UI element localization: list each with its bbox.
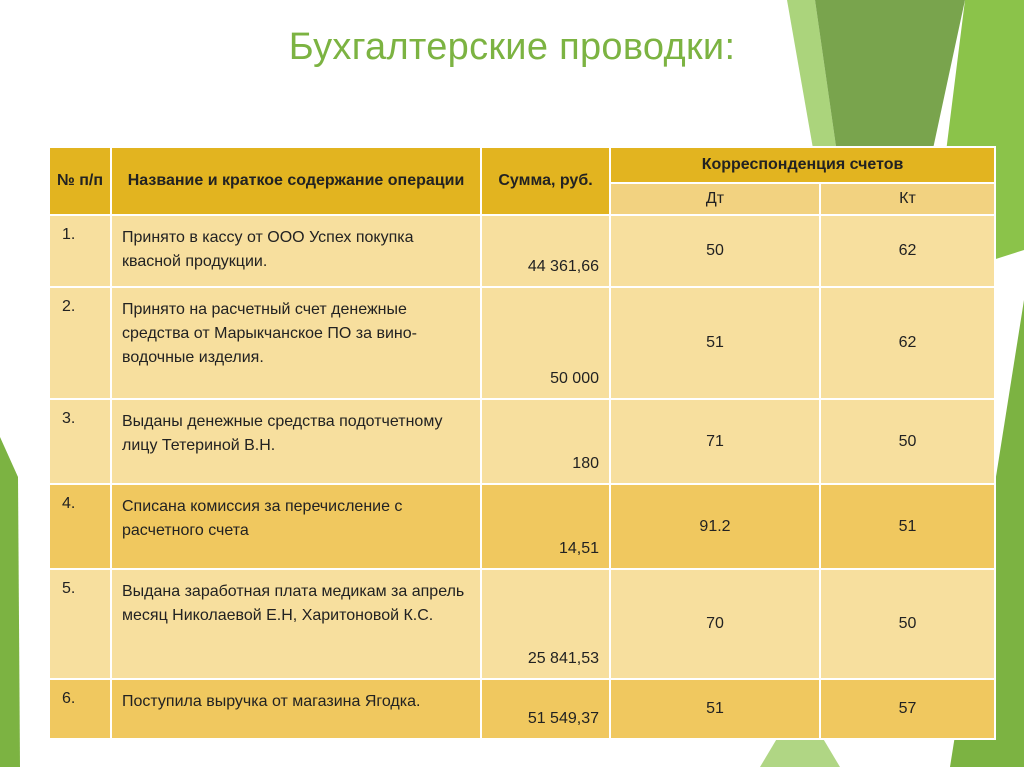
- table-row: [49, 679, 995, 739]
- row-description: Принято на расчетный счет денежные средства от Марыкчанское ПО за вино-водочные изделия.: [111, 287, 481, 399]
- row-description: Поступила выручка от магазина Ягодка.: [111, 679, 481, 739]
- row-num: 4.: [49, 484, 111, 569]
- row-description: Выдана заработная плата медикам за апрель месяц Николаевой Е.Н, Харитоновой К.С.: [111, 569, 481, 679]
- header-sum: Сумма, руб.: [481, 147, 610, 215]
- table-row: [49, 484, 995, 569]
- row-debit: 51: [610, 679, 820, 739]
- header-debit: Дт: [610, 183, 820, 215]
- header-correspondence: Корреспонденция счетов: [610, 147, 995, 183]
- left-green-shape: [0, 437, 20, 767]
- row-credit: 50: [820, 569, 995, 679]
- row-num: 5.: [49, 569, 111, 679]
- row-sum: 180: [481, 399, 610, 484]
- row-sum: 14,51: [481, 484, 610, 569]
- row-debit: 51: [610, 287, 820, 399]
- row-credit: 62: [820, 215, 995, 287]
- row-sum: 51 549,37: [481, 679, 610, 739]
- header-credit: Кт: [820, 183, 995, 215]
- accounting-entries-table: [48, 146, 996, 740]
- row-credit: 62: [820, 287, 995, 399]
- row-description: Принято в кассу от ООО Успех покупка квасной продукции.: [111, 215, 481, 287]
- row-num: 1.: [49, 215, 111, 287]
- row-num: 2.: [49, 287, 111, 399]
- table-row: [49, 399, 995, 484]
- slide-title: Бухгалтерские проводки:: [288, 26, 736, 68]
- header-num: № п/п: [49, 147, 111, 215]
- table-row: [49, 569, 995, 679]
- row-credit: 50: [820, 399, 995, 484]
- row-sum: 50 000: [481, 287, 610, 399]
- row-credit: 51: [820, 484, 995, 569]
- row-sum: 44 361,66: [481, 215, 610, 287]
- row-debit: 91.2: [610, 484, 820, 569]
- row-num: 6.: [49, 679, 111, 739]
- row-debit: 71: [610, 399, 820, 484]
- table-row: [49, 287, 995, 399]
- table-row: [49, 215, 995, 287]
- row-sum: 25 841,53: [481, 569, 610, 679]
- row-credit: 57: [820, 679, 995, 739]
- header-name: Название и краткое содержание операции: [111, 147, 481, 215]
- row-description: Выданы денежные средства подотчетному лицу Тетериной В.Н.: [111, 399, 481, 484]
- row-debit: 50: [610, 215, 820, 287]
- row-description: Списана комиссия за перечисление с расчетного счета: [111, 484, 481, 569]
- row-debit: 70: [610, 569, 820, 679]
- row-num: 3.: [49, 399, 111, 484]
